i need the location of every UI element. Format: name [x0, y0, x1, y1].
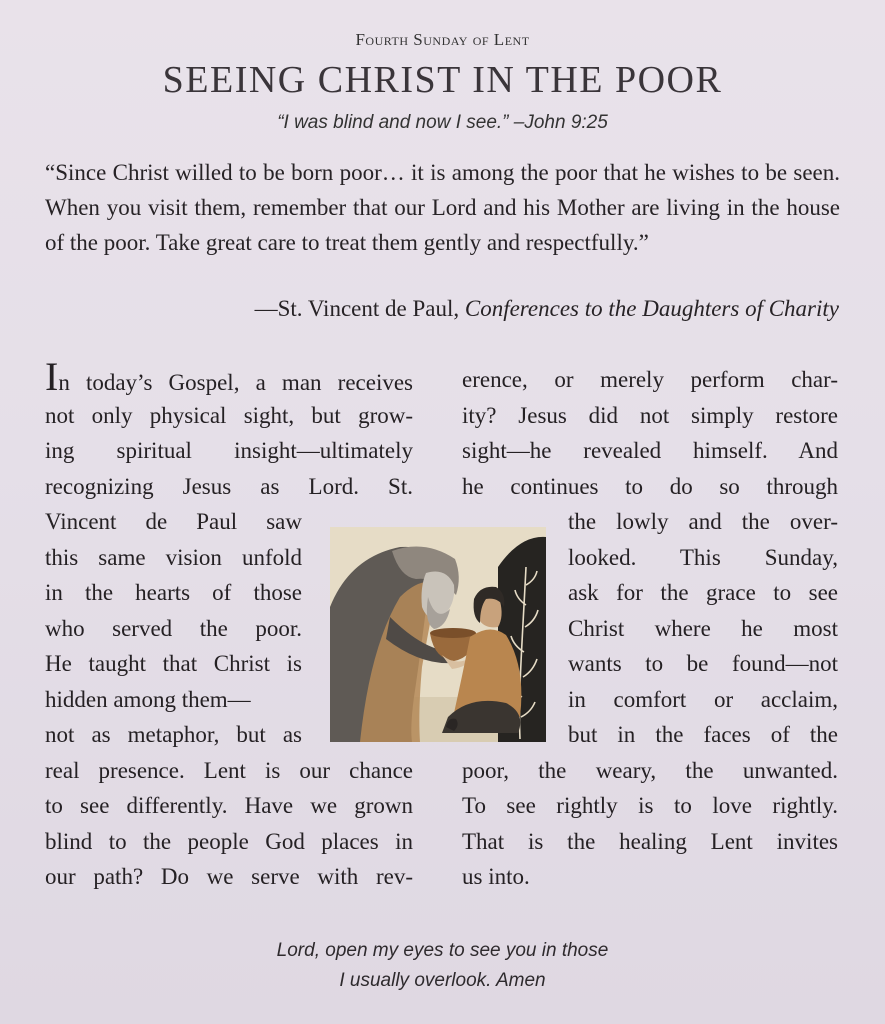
body-line: us into.	[462, 864, 530, 889]
scripture-epigraph: “I was blind and now I see.” –John 9:25	[277, 112, 608, 133]
body-line: In today’s Gospel, a man receives	[45, 354, 413, 399]
illustration	[330, 527, 546, 742]
body-line: but in the faces of the	[568, 722, 838, 747]
saint-quote: “Since Christ willed to be born poor… it is among the poor that he wishes to be seen. When you visit them, remember that our Lord and his Mother are living in the house of the poor. Take great care to treat them gently and respectfully.”	[45, 160, 840, 255]
closing-prayer	[0, 936, 885, 996]
body-line: he continues to do so through	[462, 473, 838, 499]
drop-cap: I	[45, 354, 59, 399]
body-line: real presence. Lent is our chance	[45, 757, 413, 783]
body-line: who served the poor.	[45, 615, 302, 641]
body-line: not only physical sight, but grow-	[45, 402, 413, 428]
body-line: That is the healing Lent invites	[462, 828, 838, 854]
page-title: SEEING CHRIST IN THE POOR	[162, 59, 723, 101]
body-line: ity? Jesus did not simply restore	[462, 402, 838, 428]
attribution-author: —St. Vincent de Paul,	[254, 296, 465, 321]
body-line: to see differently. Have we grown	[45, 793, 413, 818]
body-line: erence, or merely perform char-	[462, 367, 838, 392]
body-line: ing spiritual insight—ultimately	[45, 438, 413, 463]
body-line: this same vision unfold	[45, 544, 302, 570]
prayer-line-2: I usually overlook. Amen	[339, 970, 546, 991]
body-line: To see rightly is to love rightly.	[462, 793, 838, 818]
body-line: in comfort or acclaim,	[568, 686, 838, 712]
body-line: poor, the weary, the unwanted.	[462, 757, 838, 783]
body-line: Christ where he most	[568, 615, 838, 641]
body-line: blind to the people God places in	[45, 828, 413, 854]
body-line: the lowly and the over-	[568, 509, 838, 534]
quote-attribution	[255, 296, 839, 322]
body-line: Vincent de Paul saw	[45, 509, 302, 534]
body-line: in the hearts of those	[45, 580, 302, 605]
body-line: looked. This Sunday,	[568, 544, 838, 570]
body-line: our path? Do we serve with rev-	[45, 864, 413, 889]
prayer-line-1: Lord, open my eyes to see you in those	[276, 940, 609, 961]
body-line: He taught that Christ is	[45, 651, 302, 676]
body-line: recognizing Jesus as Lord. St.	[45, 473, 413, 499]
body-line: not as metaphor, but as	[45, 722, 302, 747]
body-line: sight—he revealed himself. And	[462, 438, 838, 463]
liturgical-day: Fourth Sunday of Lent	[355, 30, 530, 49]
body-line: wants to be found—not	[568, 651, 838, 676]
illustration-art	[330, 527, 546, 742]
body-line: hidden among them—	[45, 686, 251, 712]
body-line: ask for the grace to see	[568, 580, 838, 605]
attribution-work: Conferences to the Daughters of Charity	[464, 296, 839, 321]
